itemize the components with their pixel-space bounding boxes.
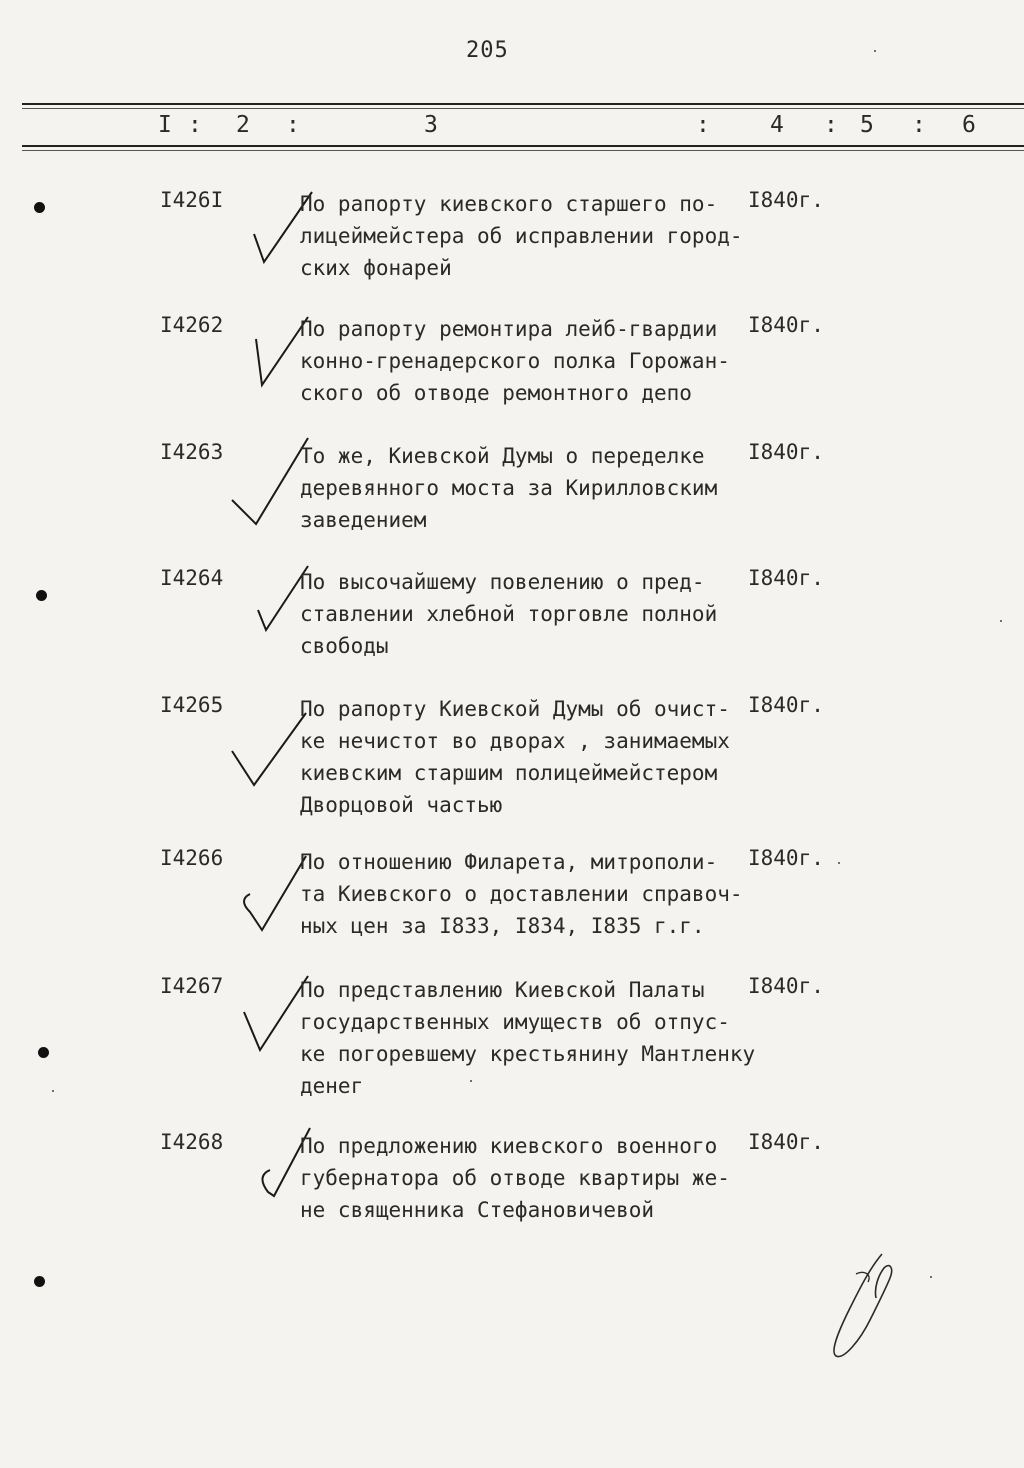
header-col-4: 4 <box>770 112 784 138</box>
header-col-1: I <box>158 112 172 138</box>
table-row <box>0 693 1024 823</box>
header-separator: : <box>824 112 838 138</box>
signature-mark <box>820 1248 910 1358</box>
header-col-2: 2 <box>236 112 250 138</box>
entry-year: I840г. <box>748 846 824 870</box>
description-line: государственных имуществ об отпус- <box>300 1010 730 1034</box>
entry-number: I426I <box>160 188 224 212</box>
header-col-6: 6 <box>962 112 976 138</box>
description-line: По высочайшему повелению о пред- <box>300 570 705 594</box>
header-col-5: 5 <box>860 112 874 138</box>
speck <box>1000 620 1002 622</box>
header-separator: : <box>286 112 300 138</box>
header-separator: : <box>696 112 710 138</box>
header-rule-top-thin <box>22 108 1024 109</box>
entry-year: I840г. <box>748 188 824 212</box>
description-line: лицеймейстера об исправлении город- <box>300 224 743 248</box>
description-line: ных цен за I833, I834, I835 г.г. <box>300 914 705 938</box>
header-separator: : <box>912 112 926 138</box>
description-line: ского об отводе ремонтного депо <box>300 381 692 405</box>
description-line: По рапорту Киевской Думы об очист- <box>300 697 730 721</box>
description-line: ке нечистот во дворах , занимаемых <box>300 729 730 753</box>
entry-description <box>300 440 760 536</box>
description-line: Дворцовой частью <box>300 793 503 817</box>
description-line: свободы <box>300 634 389 658</box>
description-line: заведением <box>300 508 427 532</box>
description-line: По представлению Киевской Палаты <box>300 978 705 1002</box>
entry-number: I4268 <box>160 1130 224 1154</box>
entry-description <box>300 693 760 821</box>
entry-year: I840г. <box>748 1130 824 1154</box>
entry-number: I4263 <box>160 440 224 464</box>
entry-year: I840г. <box>748 974 824 998</box>
binding-hole <box>34 1276 45 1287</box>
table-row <box>0 188 1024 318</box>
table-row <box>0 846 1024 976</box>
description-line: губернатора об отводе квартиры же- <box>300 1166 730 1190</box>
description-line: конно-гренадерского полка Горожан- <box>300 349 730 373</box>
binding-hole <box>38 1047 49 1058</box>
description-line: киевским старшим полицеймейстером <box>300 761 718 785</box>
entry-number: I4266 <box>160 846 224 870</box>
speck <box>838 862 840 864</box>
entry-number: I4264 <box>160 566 224 590</box>
description-line: деревянного моста за Кирилловским <box>300 476 718 500</box>
entry-year: I840г. <box>748 566 824 590</box>
description-line: По отношению Филарета, митрополи- <box>300 850 718 874</box>
entry-description <box>300 188 760 284</box>
entry-number: I4265 <box>160 693 224 717</box>
description-line: ских фонарей <box>300 256 452 280</box>
header-separator: : <box>188 112 202 138</box>
table-row <box>0 440 1024 570</box>
binding-hole <box>36 590 47 601</box>
entry-description <box>300 846 760 942</box>
entry-year: I840г. <box>748 313 824 337</box>
header-col-3: 3 <box>424 112 438 138</box>
entry-description <box>300 974 760 1102</box>
description-line: То же, Киевской Думы о переделке <box>300 444 705 468</box>
description-line: та Киевского о доставлении справоч- <box>300 882 743 906</box>
description-line: не священника Стефановичевой <box>300 1198 655 1222</box>
speck <box>470 1080 472 1082</box>
description-line: ставлении хлебной торговле полной <box>300 602 718 626</box>
description-line: По предложению киевского военного <box>300 1134 718 1158</box>
description-line: денег <box>300 1074 364 1098</box>
description-line: ке погоревшему крестьянину Мантленку <box>300 1042 756 1066</box>
table-row <box>0 974 1024 1104</box>
entry-description <box>300 566 760 662</box>
speck <box>874 50 876 52</box>
description-line: По рапорту ремонтира лейб-гвардии <box>300 317 718 341</box>
table-row <box>0 313 1024 443</box>
entry-description <box>300 313 760 409</box>
page-number: 205 <box>466 38 509 63</box>
speck <box>52 1090 54 1092</box>
header-rule-bottom-thin <box>22 150 1024 151</box>
speck <box>930 1276 932 1278</box>
entry-number: I4267 <box>160 974 224 998</box>
header-rule-top <box>22 103 1024 105</box>
entry-year: I840г. <box>748 440 824 464</box>
table-row <box>0 1130 1024 1260</box>
entry-description <box>300 1130 760 1226</box>
table-row <box>0 566 1024 696</box>
description-line: По рапорту киевского старшего по- <box>300 192 718 216</box>
entry-year: I840г. <box>748 693 824 717</box>
binding-hole <box>34 202 45 213</box>
entry-number: I4262 <box>160 313 224 337</box>
header-rule-bottom <box>22 145 1024 147</box>
